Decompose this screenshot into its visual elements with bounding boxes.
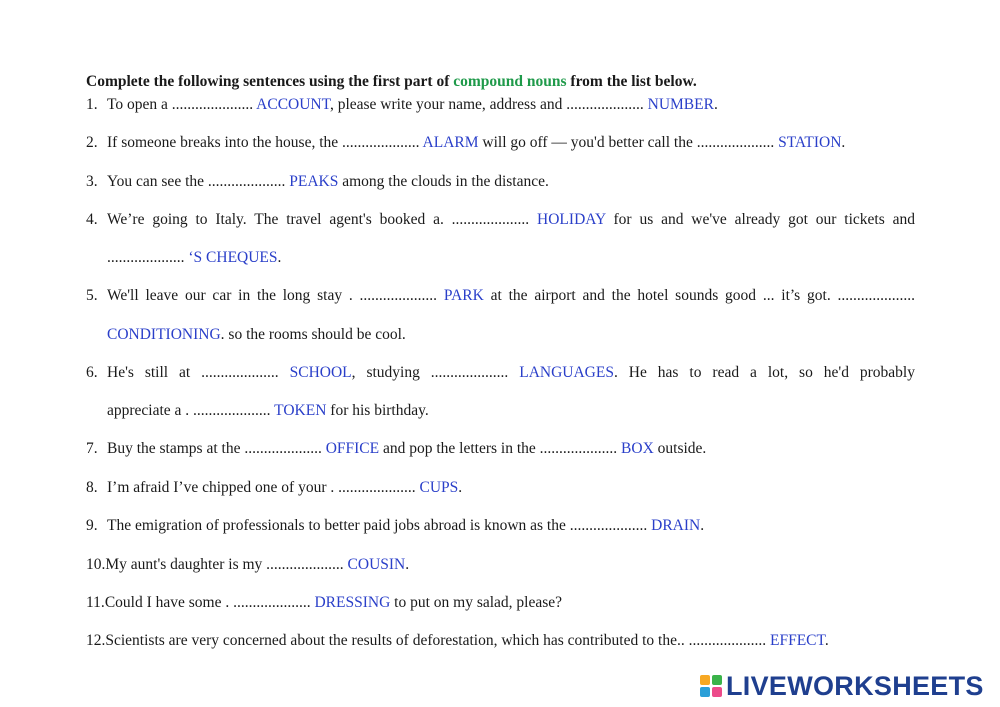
answer-word[interactable]: BOX — [621, 440, 654, 457]
answer-word[interactable]: CUPS — [419, 479, 459, 496]
answer-word[interactable]: OFFICE — [325, 440, 380, 457]
logo-square — [700, 687, 710, 697]
sentence-3 — [86, 172, 549, 192]
sentence-5-continued — [107, 325, 406, 345]
sentence-text: for his birthday. — [326, 402, 429, 419]
item-number: 12. — [86, 632, 106, 649]
sentence-text: You can see the .................... — [107, 173, 290, 190]
logo-mark-icon — [700, 675, 722, 697]
logo-square — [712, 687, 722, 697]
instruction-text-before: Complete the following sentences using the first part of — [86, 73, 454, 90]
instruction-text-after: from the list below. — [566, 73, 697, 90]
sentence-text: . He has to read a lot, so he'd probably — [613, 364, 915, 381]
sentence-text: . — [458, 479, 463, 496]
instruction-highlight: compound nouns — [453, 73, 567, 90]
answer-word[interactable]: TOKEN — [274, 402, 327, 419]
logo-text: LIVEWORKSHEETS — [726, 670, 984, 701]
sentence-text: . — [824, 632, 829, 649]
sentence-text: and pop the letters in the .................... — [379, 440, 622, 457]
item-number: 6. — [86, 364, 98, 381]
answer-word[interactable]: ALARM — [422, 134, 479, 151]
sentence-text: Buy the stamps at the .................... — [107, 440, 326, 457]
sentence-text: to put on my salad, please? — [390, 594, 563, 611]
sentence-text: My aunt's daughter is my .................... — [105, 556, 348, 573]
sentence-text: I’m afraid I’ve chipped one of your . .................... — [107, 479, 420, 496]
logo-square — [712, 675, 722, 685]
item-number: 5. — [86, 287, 98, 304]
sentence-5 — [86, 286, 915, 306]
liveworksheets-logo[interactable] — [700, 672, 984, 700]
sentence-2 — [86, 133, 845, 153]
sentence-text: We'll leave our car in the long stay . .................... — [107, 287, 444, 304]
sentence-12 — [86, 631, 829, 651]
answer-word[interactable]: HOLIDAY — [537, 211, 606, 228]
answer-word[interactable]: LANGUAGES — [519, 364, 614, 381]
sentence-4 — [86, 210, 915, 230]
sentence-text: , please write your name, address and .................... — [329, 96, 648, 113]
answer-word[interactable]: EFFECT — [769, 632, 825, 649]
sentence-text: The emigration of professionals to better paid jobs abroad is known as the .................... — [107, 517, 652, 534]
sentence-text: outside. — [653, 440, 707, 457]
answer-word[interactable]: COUSIN — [347, 556, 406, 573]
sentence-11 — [86, 593, 562, 613]
answer-word[interactable]: ‘S CHEQUES — [188, 249, 278, 266]
sentence-7 — [86, 439, 706, 459]
sentence-text: at the airport and the hotel sounds good ... it’s got. .................... — [483, 287, 916, 304]
answer-word[interactable]: NUMBER — [647, 96, 714, 113]
answer-word[interactable]: ACCOUNT — [256, 96, 330, 113]
instruction-heading — [86, 73, 697, 91]
sentence-text: He's still at .................... — [107, 364, 290, 381]
logo-square — [700, 675, 710, 685]
sentence-text: We’re going to Italy. The travel agent's booked a. .................... — [107, 211, 538, 228]
sentence-4-continued — [107, 248, 281, 268]
sentence-text: If someone breaks into the house, the .................... — [107, 134, 423, 151]
item-number: 11. — [86, 594, 105, 611]
sentence-text: . — [277, 249, 282, 266]
item-number: 9. — [86, 517, 98, 534]
sentence-text: . — [700, 517, 705, 534]
sentence-1 — [86, 95, 718, 115]
sentence-text: will go off — you'd better call the .................... — [478, 134, 779, 151]
sentence-text: , studying .................... — [351, 364, 520, 381]
sentence-text: . — [713, 96, 718, 113]
sentence-8 — [86, 478, 462, 498]
sentence-6 — [86, 363, 915, 383]
sentence-text: . — [405, 556, 410, 573]
item-number: 8. — [86, 479, 98, 496]
item-number: 10. — [86, 556, 106, 573]
sentence-text: .................... — [107, 249, 189, 266]
sentence-9 — [86, 516, 704, 536]
sentence-text: . so the rooms should be cool. — [220, 326, 406, 343]
answer-word[interactable]: PEAKS — [289, 173, 339, 190]
item-number: 7. — [86, 440, 98, 457]
answer-word[interactable]: DRESSING — [314, 594, 391, 611]
answer-word[interactable]: CONDITIONING — [107, 326, 221, 343]
answer-word[interactable]: DRAIN — [651, 517, 701, 534]
answer-word[interactable]: SCHOOL — [289, 364, 352, 381]
item-number: 3. — [86, 173, 98, 190]
item-number: 1. — [86, 96, 98, 113]
sentence-text: Scientists are very concerned about the results of deforestation, which has contributed to the.. .................... — [105, 632, 770, 649]
sentence-text: . — [841, 134, 846, 151]
answer-word[interactable]: STATION — [778, 134, 842, 151]
sentence-6-continued — [107, 401, 429, 421]
sentence-text: To open a ..................... — [107, 96, 257, 113]
sentence-text: appreciate a . .................... — [107, 402, 275, 419]
item-number: 2. — [86, 134, 98, 151]
sentence-text: for us and we've already got our tickets and — [605, 211, 915, 228]
item-number: 4. — [86, 211, 98, 228]
answer-word[interactable]: PARK — [443, 287, 484, 304]
sentence-10 — [86, 555, 409, 575]
sentence-text: among the clouds in the distance. — [338, 173, 549, 190]
sentence-text: Could I have some . .................... — [104, 594, 315, 611]
